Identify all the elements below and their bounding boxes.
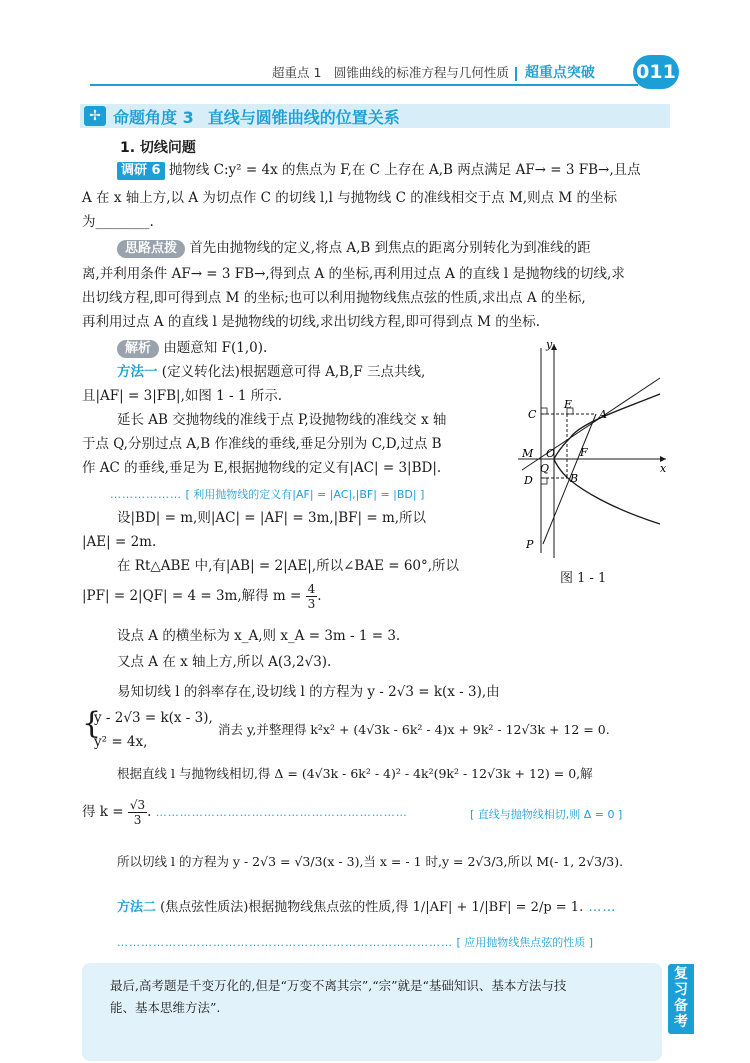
running-header	[272, 62, 595, 82]
system-eq-1: y - 2√3 = k(x - 3),	[94, 710, 213, 726]
method1-line-11: 又点 A 在 x 轴上方,所以 A(3,2√3).	[117, 654, 332, 670]
hint-tag: 思路点拨	[117, 240, 185, 258]
header-rule	[90, 84, 638, 86]
section-label: 命题角度 3	[113, 108, 194, 127]
method1-line-12: 易知切线 l 的斜率存在,设切线 l 的方程为 y - 2√3 = k(x - 3),由	[117, 684, 500, 700]
parabola-figure	[510, 338, 670, 563]
method1-line-9: |PF| = 2|QF| = 4 = 3m,解得 m = $\frac{4}{3}$ .	[82, 582, 322, 611]
header-brand: 超重点突破	[524, 65, 595, 81]
fraction-m: $\frac{4}{3}$	[307, 582, 316, 611]
label-q: Q	[540, 462, 550, 475]
method1-line-1: 方法一 (定义转化法)根据题意可得 A,B,F 三点共线,	[117, 364, 426, 380]
method1-label: 方法一	[117, 364, 158, 380]
annotation-definition: ……………… [ 利用抛物线的定义有|AF| = |AC|,|BF| = |BD| ]	[110, 488, 425, 501]
method1-line-15: 所以切线 l 的方程为 y - 2√3 = √3/3(x - 3),当 x = - 1 时,y = 2√3/3,所以 M(- 1, 2√3/3).	[117, 854, 624, 869]
method1-line-8: 在 Rt△ABE 中,有|AB| = 2|AE|,所以∠BAE = 60°,所以	[117, 558, 460, 574]
right-angle-c	[541, 408, 547, 414]
method1-line-5: 作 AC 的垂线,垂足为 E,根据抛物线的定义有|AC| = 3|BD|.	[82, 460, 442, 476]
section-heading: 直线与圆锥曲线的位置关系	[207, 108, 400, 127]
subsection-title: 1. 切线问题	[120, 140, 196, 156]
hint-line-3: 出切线方程,即可得到点 M 的坐标;也可以利用抛物线焦点弦的性质,求出点 A 的坐标,	[82, 290, 586, 306]
label-f: F	[580, 446, 588, 459]
label-o: O	[546, 447, 556, 460]
method1-line-7: |AE| = 2m.	[82, 534, 157, 550]
label-d: D	[524, 474, 533, 487]
figure-caption: 图 1 - 1	[560, 571, 607, 586]
chapter-title: 超重点 1 圆锥曲线的标准方程与几何性质	[272, 65, 509, 80]
side-tab: 复 习 备 考	[668, 964, 694, 1034]
label-e: E	[564, 398, 573, 411]
label-c: C	[528, 408, 537, 421]
annotation-focal-chord: ………………………………………………………………………… [ 应用抛物线焦点弦的性质 ]	[117, 936, 594, 949]
right-angle-d	[541, 478, 547, 484]
tip-text: 最后,高考题是千变万化的,但是“万变不离其宗”,“宗”就是“基础知识、基本方法与技 能、基本思维方法”.	[110, 978, 567, 1015]
system-eq-2: y² = 4x,	[94, 734, 148, 750]
system-brace: {	[82, 706, 102, 741]
problem-tag: 调研 6	[117, 162, 165, 180]
label-y: y	[546, 338, 553, 351]
solution-tag: 解析	[117, 340, 159, 358]
problem-line-3: 为________.	[82, 214, 154, 230]
method1-line-4: 于点 Q,分别过点 A,B 作准线的垂线,垂足分别为 C,D,过点 B	[82, 436, 442, 452]
method2-line-1: 方法二 (焦点弦性质法)根据抛物线焦点弦的性质,得 1/|AF| + 1/|BF| = 2/p = 1. ……	[117, 900, 617, 915]
hint-line-2: 离,并利用条件 AF→ = 3 FB→,得到点 A 的坐标,再利用过点 A 的直线 l 是抛物线的切线,求	[82, 266, 625, 282]
page-number: 011	[633, 55, 679, 89]
annotation-tangent: [ 直线与抛物线相切,则 Δ = 0 ]	[470, 808, 623, 821]
header-divider	[515, 67, 517, 81]
system-tail: 消去 y,并整理得 k²x² + (4√3k - 6k² - 4)x + 9k² - 12√3k + 12 = 0.	[218, 722, 610, 737]
method2-label: 方法二	[117, 900, 157, 915]
method1-line-13: 根据直线 l 与抛物线相切,得 Δ = (4√3k - 6k² - 4)² - 4k²(9k² - 12√3k + 12) = 0,解	[117, 766, 593, 781]
method1-line-2: 且|AF| = 3|FB|,如图 1 - 1 所示.	[82, 388, 283, 404]
pinwheel-icon: ✢	[84, 106, 106, 126]
section-title	[113, 105, 414, 128]
tangent-line	[522, 378, 660, 470]
label-m: M	[522, 447, 534, 460]
method1-line-6: 设|BD| = m,则|AC| = |AF| = 3m,|BF| = m,所以	[117, 510, 427, 526]
hint-line-4: 再利用过点 A 的直线 l 是抛物线的切线,求出切线方程,即可得到点 M 的坐标.	[82, 314, 541, 330]
method1-line-14: 得 k = $\frac{√3}{3}$ . ………………………………………………………	[82, 798, 408, 827]
label-p: P	[526, 538, 534, 551]
solution-intro: 解析 由题意知 F(1,0).	[117, 338, 267, 358]
method1-line-3: 延长 AB 交抛物线的准线于点 P,设抛物线的准线交 x 轴	[117, 412, 447, 428]
label-b: B	[570, 472, 579, 485]
hint-line-1: 思路点拨 首先由抛物线的定义,将点 A,B 到焦点的距离分别转化为到准线的距	[117, 238, 591, 258]
fraction-k: $\frac{√3}{3}$	[129, 798, 146, 827]
label-x: x	[660, 462, 667, 475]
problem-line-2: A 在 x 轴上方,以 A 为切点作 C 的切线 l,l 与抛物线 C 的准线相交于点 M,则点 M 的坐标	[82, 190, 618, 206]
method1-line-10: 设点 A 的横坐标为 x_A,则 x_A = 3m - 1 = 3.	[117, 628, 401, 644]
problem-line-1: 调研 6 抛物线 C:y² = 4x 的焦点为 F,在 C 上存在 A,B 两点满足 AF→ = 3 FB→,且点	[117, 160, 641, 180]
label-a: A	[599, 408, 607, 421]
